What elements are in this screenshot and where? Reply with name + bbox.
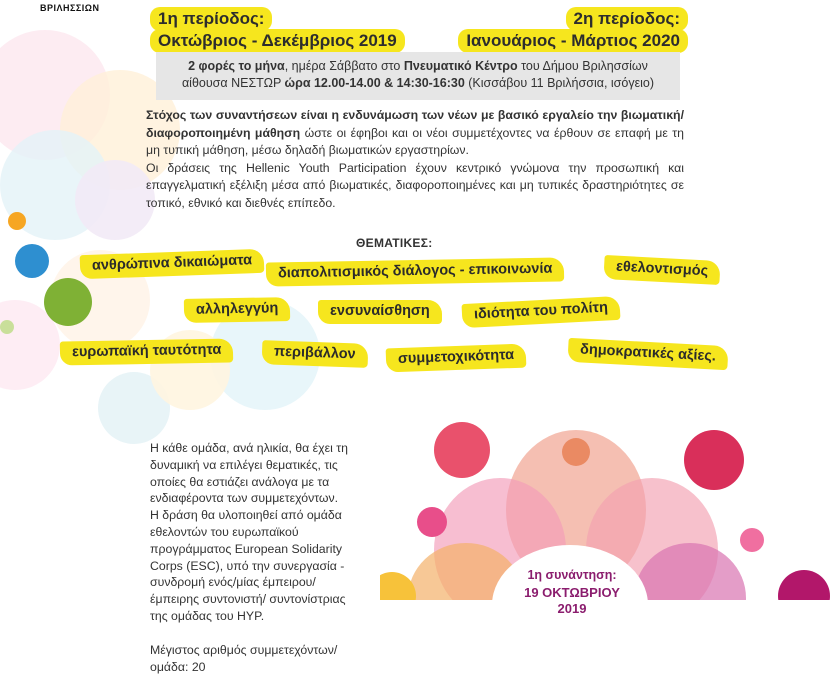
- decor-dot-lightgreen: [0, 320, 14, 334]
- period-2-dates: Ιανουάριος - Μάρτιος 2020: [458, 29, 688, 53]
- theme-tag: περιβάλλον: [262, 340, 368, 368]
- schedule-line-2: [156, 75, 680, 92]
- address-text: (Κισσάβου 11 Βριλήσσια, ισόγειο): [464, 76, 655, 90]
- meeting-title: 1η συνάντηση:: [527, 568, 617, 582]
- logo-text: ΒΡΙΛΗΣΣΙΩΝ: [40, 3, 100, 13]
- period-2-label: 2η περίοδος:: [566, 7, 688, 31]
- head: [778, 570, 830, 600]
- theme-tag: ενσυναίσθηση: [318, 300, 442, 324]
- head: [380, 572, 416, 600]
- theme-tag: ανθρώπινα δικαιώματα: [80, 249, 265, 279]
- head: [434, 422, 490, 478]
- group-paragraph-2: Η δράση θα υλοποιηθεί από ομάδα εθελοντών του ευρωπαϊκού προγράμματος European Solidarity Corps (ESC), υπό την συνεργασία - συνδρομή ενός/μίας έμπειρου/έμπειρης συντονιστή/ συντονίστριας της ομάδας του HYP.: [150, 508, 346, 623]
- theme-tag: ευρωπαϊκή ταυτότητα: [60, 338, 234, 365]
- period-1-label: 1η περίοδος:: [150, 7, 272, 31]
- group-paragraph-1: Η κάθε ομάδα, ανά ηλικία, θα έχει τη δυναμική να επιλέγει θεματικές, τις οποίες θα εστιάζει ανάλογα με τα ενδιαφέροντα των συμμετεχόντων.: [150, 441, 348, 506]
- intro-goal-bold: Στόχος των συναντήσεων είναι η ενδυνάμωση των νέων με βασικό εργαλείο την βιωματική/διαφοροποιημένη μάθηση: [146, 108, 684, 140]
- decor-dot-orange: [8, 212, 26, 230]
- meeting-date: 19 ΟΚΤΩΒΡΙΟΥ 2019: [524, 585, 620, 616]
- decor-dot-blue: [15, 244, 49, 278]
- info-text: του Δήμου Βριλησσίων: [517, 59, 648, 73]
- theme-tag: αλληλεγγύη: [184, 297, 291, 323]
- theme-tag: διαπολιτισμικός διάλογος - επικοινωνία: [266, 257, 565, 286]
- intro-text: [146, 107, 684, 213]
- theme-tag: συμμετοχικότητα: [386, 344, 527, 373]
- group-paragraph-3: Μέγιστος αριθμός συμμετεχόντων/ομάδα: 20: [150, 642, 338, 674]
- first-meeting-label: [510, 568, 634, 617]
- head: [562, 438, 590, 466]
- hours-text: ώρα 12.00-14.00 & 14:30-16:30: [284, 76, 465, 90]
- head: [417, 507, 447, 537]
- schedule-info-box: [156, 52, 680, 100]
- period-1-dates: Οκτώβριος - Δεκέμβριος 2019: [150, 29, 405, 53]
- venue-text: Πνευματικό Κέντρο: [403, 59, 518, 73]
- intro-paragraph-2: Οι δράσεις της Hellenic Youth Participation έχουν κεντρικό γνώμονα την προσωπική και επαγγελματική εξέλιξη μέσα από βιωματικές, διαφοροποιημένες και μη τυπικές δραστηριότητες σε τοπικό, εθνικό και διεθνές επίπεδο.: [146, 160, 684, 210]
- schedule-line-1: [156, 58, 680, 75]
- municipality-logo: [40, 0, 124, 13]
- theme-tag: εθελοντισμός: [603, 255, 720, 285]
- room-text: αίθουσα ΝΕΣΤΩΡ: [181, 76, 285, 90]
- decor-dot-green: [44, 278, 92, 326]
- head: [684, 430, 744, 490]
- theme-tag: ιδιότητα του πολίτη: [461, 296, 620, 328]
- intro-goal-rest: ώστε οι έφηβοι και οι νέοι συμμετέχοντες να έρθουν σε επαφή με τη μη τυπική μάθηση, μέσω δηλαδή βιωματικών εργαστηρίων.: [146, 125, 684, 158]
- frequency-text: 2 φορές το μήνα: [188, 59, 285, 73]
- info-text: , ημέρα Σάββατο στο: [284, 59, 404, 73]
- themes-title: ΘΕΜΑΤΙΚΕΣ:: [356, 236, 433, 250]
- theme-tag: δημοκρατικές αξίες.: [567, 338, 728, 370]
- decor-circle: [75, 160, 155, 240]
- head: [740, 528, 764, 552]
- group-description: [150, 440, 364, 675]
